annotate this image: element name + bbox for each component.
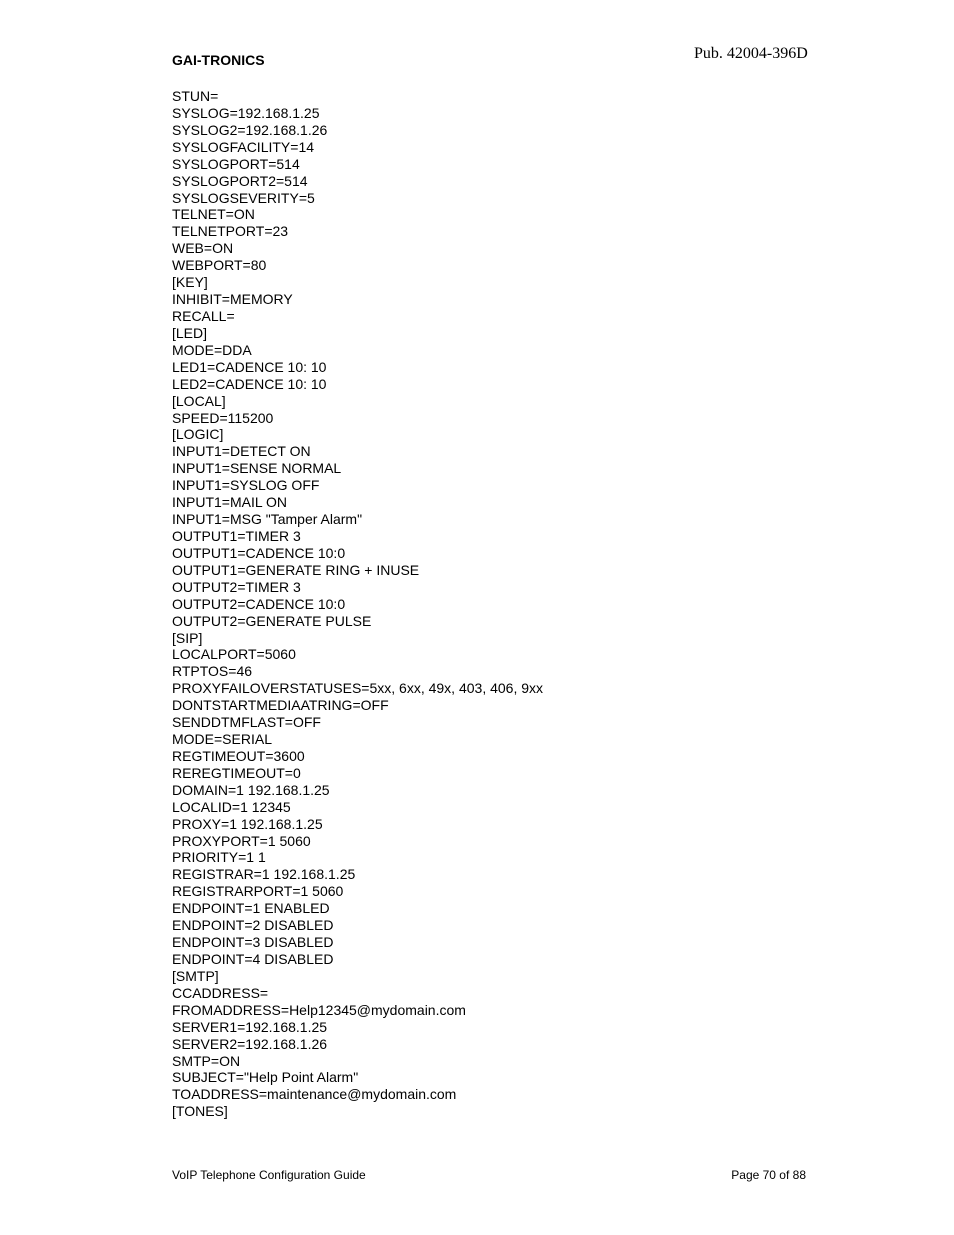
config-line: REGTIMEOUT=3600 [172, 747, 305, 764]
config-line: OUTPUT1=GENERATE RING + INUSE [172, 561, 420, 578]
config-line: ENDPOINT=1 ENABLED [172, 900, 330, 917]
config-line: REGISTRAR=1 192.168.1.25 [172, 866, 356, 883]
config-line: DOMAIN=1 192.168.1.25 [172, 781, 330, 798]
config-line: INPUT1=MAIL ON [172, 494, 288, 511]
config-line: PROXYPORT=1 5060 [172, 832, 311, 849]
config-line: OUTPUT2=TIMER 3 [172, 578, 301, 595]
config-line: OUTPUT2=CADENCE 10:0 [172, 595, 346, 612]
config-line: WEB=ON [172, 240, 234, 257]
config-line: INPUT1=DETECT ON [172, 443, 311, 460]
config-line: LOCALID=1 12345 [172, 798, 291, 815]
config-line: SMTP=ON [172, 1052, 241, 1069]
footer-page-number: Page 70 of 88 [731, 1168, 806, 1182]
config-line: PRIORITY=1 1 [172, 849, 266, 866]
config-line: REREGTIMEOUT=0 [172, 764, 301, 781]
footer-document-title: VoIP Telephone Configuration Guide [172, 1168, 366, 1182]
config-line: ENDPOINT=3 DISABLED [172, 934, 334, 951]
config-line: INPUT1=MSG "Tamper Alarm" [172, 511, 363, 528]
config-line: MODE=SERIAL [172, 731, 272, 748]
config-line: ENDPOINT=4 DISABLED [172, 951, 334, 968]
config-line: [SMTP] [172, 967, 219, 984]
config-line: MODE=DDA [172, 341, 252, 358]
config-line: TELNETPORT=23 [172, 223, 289, 240]
config-line: OUTPUT2=GENERATE PULSE [172, 612, 372, 629]
config-line: SYSLOGPORT2=514 [172, 172, 308, 189]
config-line: DONTSTARTMEDIAATRING=OFF [172, 697, 389, 714]
config-line: FROMADDRESS=Help12345@mydomain.com [172, 1001, 466, 1018]
config-line: OUTPUT1=CADENCE 10:0 [172, 544, 346, 561]
config-line: SYSLOG=192.168.1.25 [172, 104, 320, 121]
config-line: SYSLOGSEVERITY=5 [172, 189, 315, 206]
config-line: SYSLOG2=192.168.1.26 [172, 121, 328, 138]
config-line: OUTPUT1=TIMER 3 [172, 527, 301, 544]
config-line: STUN= [172, 88, 219, 104]
config-line: INPUT1=SYSLOG OFF [172, 477, 320, 494]
config-line: [LOGIC] [172, 426, 224, 443]
config-line: ENDPOINT=2 DISABLED [172, 917, 334, 934]
config-listing [172, 88, 543, 1120]
company-name: GAI-TRONICS [172, 52, 265, 68]
config-line: TELNET=ON [172, 206, 255, 223]
config-line: LOCALPORT=5060 [172, 646, 296, 663]
config-line: LED2=CADENCE 10: 10 [172, 375, 327, 392]
config-line: SERVER2=192.168.1.26 [172, 1035, 328, 1052]
config-line: LED1=CADENCE 10: 10 [172, 358, 327, 375]
publication-number: Pub. 42004-396D [694, 45, 808, 62]
config-line: SPEED=115200 [172, 409, 274, 426]
config-line: SYSLOGPORT=514 [172, 155, 300, 172]
config-line: WEBPORT=80 [172, 257, 267, 274]
config-line: [SIP] [172, 629, 203, 646]
config-line: PROXY=1 192.168.1.25 [172, 815, 323, 832]
config-line: SUBJECT="Help Point Alarm" [172, 1069, 359, 1086]
config-line: SENDDTMFLAST=OFF [172, 714, 321, 731]
config-line: SERVER1=192.168.1.25 [172, 1018, 328, 1035]
config-line: [LOCAL] [172, 392, 226, 409]
config-line: REGISTRARPORT=1 5060 [172, 883, 344, 900]
config-line: INPUT1=SENSE NORMAL [172, 460, 342, 477]
config-line: RTPTOS=46 [172, 663, 253, 680]
config-line: [LED] [172, 324, 208, 341]
config-line: INHIBIT=MEMORY [172, 291, 293, 308]
config-line: RECALL= [172, 307, 235, 324]
config-line: SYSLOGFACILITY=14 [172, 138, 315, 155]
config-line: TOADDRESS=maintenance@mydomain.com [172, 1086, 457, 1103]
config-line: PROXYFAILOVERSTATUSES=5xx, 6xx, 49x, 403, 406, 9xx [172, 680, 544, 697]
config-line: [KEY] [172, 274, 208, 291]
config-line: [TONES] [172, 1103, 228, 1120]
config-line: CCADDRESS= [172, 984, 269, 1001]
